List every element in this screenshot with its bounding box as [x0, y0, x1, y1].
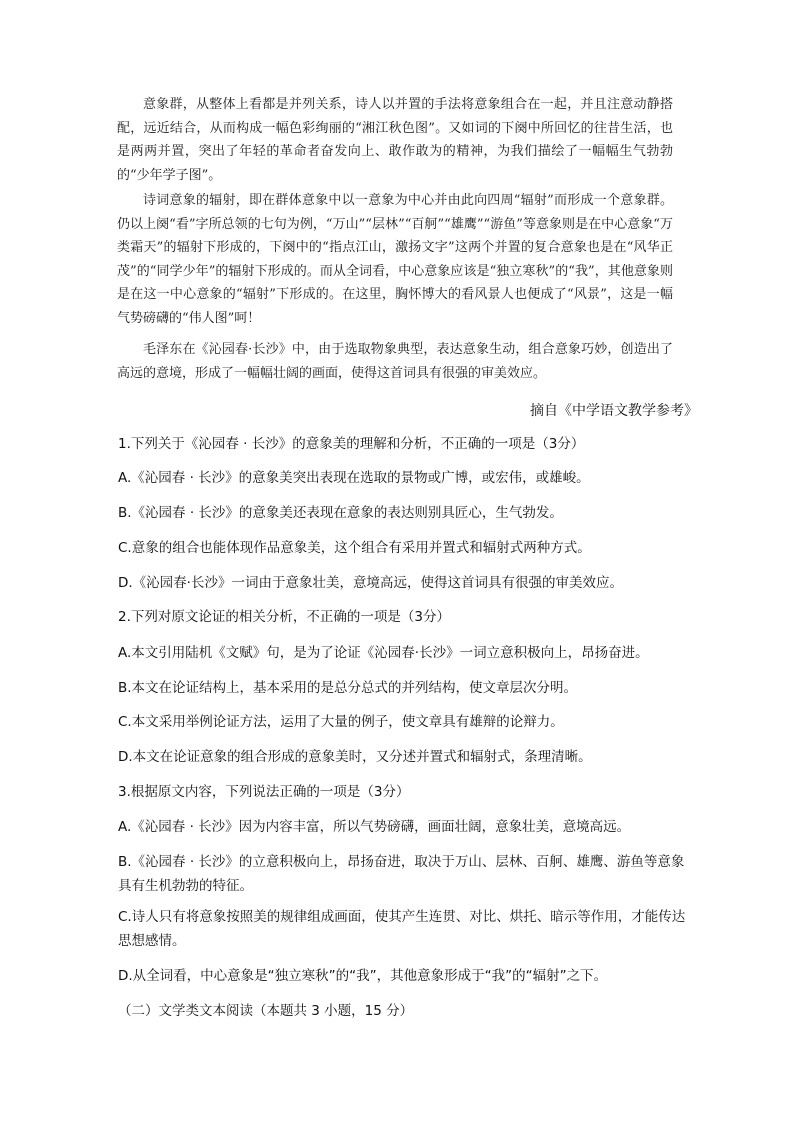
question-1-option-a: A.《沁园春 · 长沙》的意象美突出表现在选取的景物或广博，或宏伟，或雄峻。 [118, 470, 590, 486]
passage-paragraph-3: 毛泽东在《沁园春·长沙》中，由于选取物象典型，表达意象生动，组合意象巧妙，创造出了高远的意境，形成了一幅幅壮阔的画面，使得这首词具有很强的审美效应。 [117, 342, 673, 381]
question-1-option-d: D.《沁园春·长沙》一词由于意象壮美，意境高远，使得这首词具有很强的审美效应。 [118, 575, 623, 591]
question-1-stem: 1.下列关于《沁园春 · 长沙》的意象美的理解和分析，不正确的一项是（3分） [118, 436, 585, 452]
question-3-stem: 3.根据原文内容，下列说法正确的一项是（3分） [118, 784, 410, 800]
question-3-option-c: C.诗人只有将意象按照美的规律组成画面，使其产生连贯、对比、烘托、暗示等作用，才能传达思想感情。 [118, 909, 686, 949]
passage-paragraph-2: 诗词意象的辐射，即在群体意象中以一意象为中心并由此向四周“辐射”而形成一个意象群。仍以上阕“看”字所总领的七句为例，“万山”“层林”“百舸”“雄鹰”“游鱼”等意象则是在中心意象“万类霜天”的辐射下形成的，下阕中的“指点江山，激扬文字”这两个并置的复合意象也是在“风华正茂”的“同学少年”的辐射下形成的。而从全词看，中心意象应该是“独立寒秋”的“我”，其他意象则是在这一中心意象的“辐射”下形成的。在这里，胸怀博大的看风景人也便成了“风景”，这是一幅气势磅礴的“伟人图”呵！ [117, 193, 673, 326]
question-1-option-c: C.意象的组合也能体现作品意象美，这个组合有采用并置式和辐射式两种方式。 [118, 540, 591, 556]
question-3-option-b: B.《沁园春 · 长沙》的立意积极向上，昂扬奋进，取决于万山、层林、百舸、雄鹰、游鱼等意象具有生机勃勃的特征。 [118, 854, 685, 894]
section-heading: （二）文学类文本阅读（本题共 3 小题，15 分） [118, 1003, 414, 1019]
question-2-option-b: B.本文在论证结构上，基本采用的是总分总式的并列结构，使文章层次分明。 [118, 680, 578, 696]
passage-paragraph-1: 意象群，从整体上看都是并列关系，诗人以并置的手法将意象组合在一起，并且注意动静搭配，远近结合，从而构成一幅色彩绚丽的“湘江秋色图”。又如词的下阕中所回忆的往昔生活，也是两两并置，突出了年轻的革命者奋发向上、敢作敢为的精神，为我们描绘了一幅幅生气勃勃的“少年学子图”。 [117, 97, 673, 183]
source-attribution: 摘自《中学语文教学参考》 [530, 403, 698, 419]
question-3-option-a: A.《沁园春 · 长沙》因为内容丰富，所以气势磅礴，画面壮阔，意象壮美，意境高远。 [118, 819, 631, 835]
question-2-stem: 2.下列对原文论证的相关分析，不正确的一项是（3分） [118, 609, 450, 625]
question-1-option-b: B.《沁园春 · 长沙》的意象美还表现在意象的表达则别具匠心，生气勃发。 [118, 505, 563, 521]
question-2-option-c: C.本文采用举例论证方法，运用了大量的例子，使文章具有雄辩的论辩力。 [118, 714, 564, 730]
question-2-option-a: A.本文引用陆机《文赋》句，是为了论证《沁园春·长沙》一词立意积极向上，昂扬奋进。 [118, 645, 649, 661]
question-2-option-d: D.本文在论证意象的组合形成的意象美时，又分述并置式和辐射式，条理清晰。 [118, 749, 592, 765]
question-3-option-d: D.从全词看，中心意象是“独立寒秋”的“我”，其他意象形成于“我”的“辐射”之下。 [118, 968, 608, 984]
